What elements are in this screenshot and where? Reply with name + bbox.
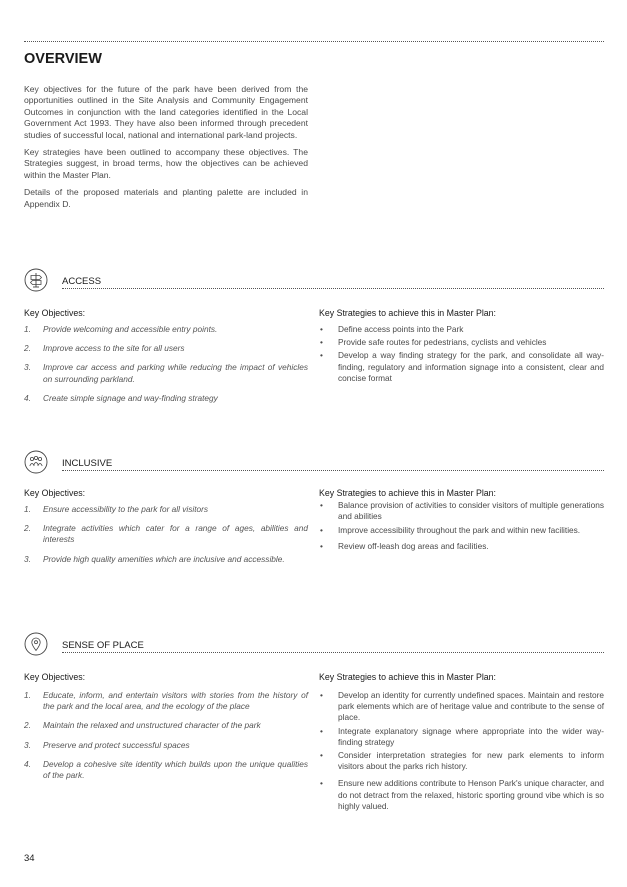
list-item: 1. Ensure accessibility to the park for all visitors [24, 504, 209, 514]
list-item: 1. Provide welcoming and accessible entry points. [24, 324, 218, 334]
list-item: 3. Preserve and protect successful spaces [24, 739, 190, 750]
list-item: • Develop an identity for currently undefined spaces. Maintain and restore park elements which are of heritage value and contribute to the sense of place. [320, 690, 604, 723]
list-item: 4. Develop a cohesive site identity which builds upon the unique qualities of the park. [24, 758, 308, 781]
intro-paragraph: Key strategies have been outlined to accompany these objectives. The Strategies suggest, in broad terms, how the objectives can be achieved within the Master Plan. [24, 147, 308, 180]
section-header [24, 450, 604, 476]
page-number: 34 [24, 853, 35, 864]
list-item: • Improve accessibility throughout the park and within new facilities. [320, 525, 581, 536]
list-item: • Ensure new additions contribute to Henson Park's unique character, and do not detract from the relaxed, historic sporting ground vibe which is so highly valued. [320, 778, 604, 811]
strategies-list [319, 500, 604, 552]
section-title: ACCESS [62, 276, 102, 287]
list-item: • Integrate explanatory signage where appropriate into the wider way-finding strategy [320, 725, 604, 747]
objectives-list [24, 504, 308, 565]
section-inclusive [24, 450, 604, 564]
strategies-heading: Key Strategies to achieve this in Master Plan: [319, 672, 497, 682]
section-access [24, 268, 604, 403]
objectives-heading: Key Objectives: [24, 308, 86, 318]
list-item: 3. Provide high quality amenities which are inclusive and accessible. [24, 553, 285, 564]
objectives-heading: Key Objectives: [24, 488, 86, 498]
list-item: 1. Educate, inform, and entertain visitors with stories from the history of the park and the local area, and the ecology of the place [24, 690, 308, 712]
list-item: • Balance provision of activities to consider visitors of multiple generations and abilities [320, 500, 604, 522]
list-item: 2. Maintain the relaxed and unstructured character of the park [24, 720, 261, 731]
section-divider [62, 470, 604, 471]
objectives-column [24, 672, 308, 789]
overview-intro [24, 84, 308, 216]
list-item: • Provide safe routes for pedestrians, cyclists and vehicles [320, 337, 547, 348]
strategies-list [319, 324, 604, 384]
objectives-heading: Key Objectives: [24, 672, 86, 682]
people-group-icon [24, 450, 48, 474]
objectives-list [24, 690, 308, 781]
strategies-heading: Key Strategies to achieve this in Master Plan: [319, 488, 497, 498]
top-divider [24, 41, 604, 42]
strategies-list [319, 690, 604, 812]
section-divider [62, 288, 604, 289]
objectives-column [24, 308, 308, 412]
list-item: 3. Improve car access and parking while reducing the impact of vehicles on surrounding parkland. [24, 362, 308, 384]
section-title: INCLUSIVE [62, 458, 113, 469]
strategies-heading: Key Strategies to achieve this in Master Plan: [319, 308, 497, 318]
strategies-column [319, 672, 604, 814]
section-header [24, 268, 604, 294]
intro-paragraph: Details of the proposed materials and planting palette are included in Appendix D. [24, 187, 308, 209]
list-item: • Develop a way finding strategy for the park, and consolidate all way-finding, regulatory and information signage into a consistent, clear and concise format [320, 350, 604, 383]
objectives-list [24, 324, 308, 404]
section-title: SENSE OF PLACE [62, 640, 144, 651]
section-sense-of-place [24, 632, 604, 811]
strategies-column [319, 308, 604, 386]
strategies-column [319, 488, 604, 554]
intro-paragraph: Key objectives for the future of the park have been derived from the opportunities outlined in the Site Analysis and Community Engagement Outcomes in conjunction with the land categories identified in the Local Government Act 1993. They have also been informed through precedent studies of successful local, national and international park-land projects. [24, 84, 308, 140]
list-item: • Review off-leash dog areas and facilities. [320, 540, 489, 551]
list-item: • Define access points into the Park [320, 324, 464, 334]
page-title: OVERVIEW [24, 51, 102, 67]
signpost-icon [24, 268, 48, 292]
list-item: 2. Integrate activities which cater for a range of ages, abilities and interests [24, 523, 308, 545]
list-item: 2. Improve access to the site for all users [24, 343, 185, 354]
objectives-column [24, 488, 308, 573]
list-item: • Consider interpretation strategies for new park elements to inform visitors about the parks rich history. [320, 750, 604, 772]
list-item: 4. Create simple signage and way-finding strategy [24, 392, 218, 403]
section-divider [62, 652, 604, 653]
section-header [24, 632, 604, 658]
location-pin-icon [24, 632, 48, 656]
